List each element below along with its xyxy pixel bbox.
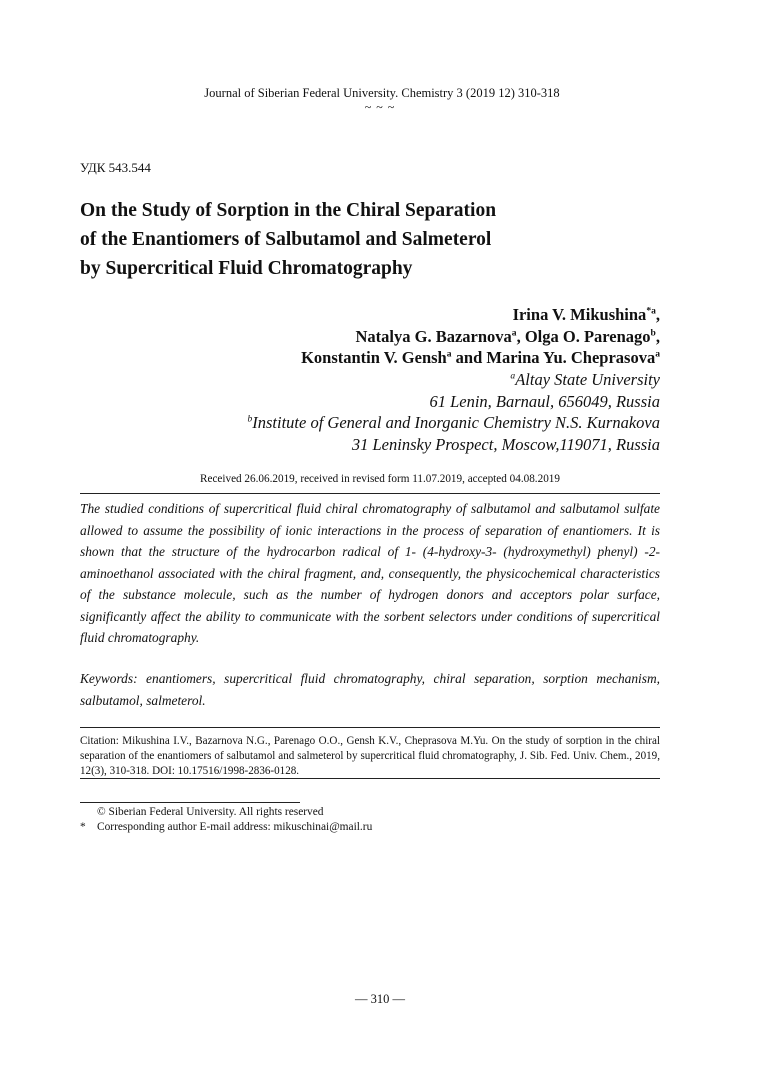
author-superscript: a (511, 327, 517, 338)
title-line: of the Enantiomers of Salbutamol and Salmeterol (80, 229, 492, 250)
author-superscript: a (446, 348, 452, 360)
affiliation-b-address: 31 Leninsky Prospect, Moscow,119071, Russia (351, 434, 660, 454)
author-name: Olga O. Parenago (524, 326, 651, 346)
corresponding-author-note: * Corresponding author E-mail address: mikuschinai@mail.ru (80, 821, 373, 833)
paper-title (80, 196, 600, 283)
abstract: The studied conditions of supercritical fluid chiral chromatography of salbutamol and salbutamol sulfate allowed to assume the possibility of ionic interactions in the process of separation of enantiomers. It is shown that the structure of the hydrocarbon radical of 1- (4-hydroxy-3- (hydroxymethyl) phenyl) -2-aminoethanol associated with the chiral fragment, and, consequently, the physicochemical characteristics of the substance molecule, such as the number of hydrogen donors and acceptors polar surface, significantly affect the ability to communicate with the sorbent selectors under conditions of supercritical fluid chromatography. (80, 501, 660, 645)
author-name: Konstantin V. Gensh (301, 348, 447, 367)
affiliation-b: $^b$Institute of General and Inorganic Chemistry N.S. Kurnakova (247, 413, 660, 432)
author-line: Irina V. Mikushina$^{*a}$, (512, 305, 660, 324)
author-superscript: b (650, 327, 656, 338)
author-superscript: *a (646, 305, 656, 317)
footnote-star: * (80, 821, 86, 833)
received-dates: Received 26.06.2019, received in revised form 11.07.2019, accepted 04.08.2019 (200, 473, 560, 485)
author-superscript: a (655, 348, 660, 360)
affiliation-a-address: 61 Lenin, Barnaul, 656049, Russia (429, 391, 660, 411)
author-line: Natalya G. Bazarnova$^a$, Olga O. Parenago$^b$, (355, 326, 660, 346)
divider (80, 493, 660, 494)
title-line: by Supercritical Fluid Chromatography (80, 258, 413, 279)
divider (80, 727, 660, 728)
copyright-note: © Siberian Federal University. All rights reserved (97, 806, 324, 818)
author-name: Marina Yu. Cheprasova (486, 348, 656, 367)
affiliations (247, 369, 660, 455)
author-name: Irina V. Mikushina (512, 305, 647, 324)
author-list (301, 304, 660, 369)
journal-header: Journal of Siberian Federal University. Chemistry 3 (2019 12) 310-318 (204, 86, 560, 100)
udk-code: УДК 543.544 (80, 160, 151, 175)
keywords: Keywords: enantiomers, supercritical fluid chromatography, chiral separation, sorption mechanism, salbutamol, salmeterol. (80, 671, 660, 708)
title-line: On the Study of Sorption in the Chiral Separation (80, 200, 497, 221)
divider (80, 778, 660, 779)
footnote-rule (80, 802, 300, 803)
author-line: Konstantin V. Gensh$^a$ and Marina Yu. Cheprasova$^a$ (301, 348, 660, 367)
header-separator: ~ ~ ~ (364, 100, 396, 114)
citation: Citation: Mikushina I.V., Bazarnova N.G., Parenago O.O., Gensh K.V., Cheprasova M.Yu. On the study of sorption in the chiral separation of the enantiomers of salbutamol and salmeterol by supercritical fluid chromatography, J. Sib. Fed. Univ. Chem., 2019, 12(3), 310-318. DOI: 10.17516/1998-2836-0128. (80, 735, 660, 777)
affiliation-a: $^a$Altay State University (510, 370, 660, 389)
author-name: Natalya G. Bazarnova (355, 326, 512, 346)
page-number: — 310 — (355, 992, 405, 1006)
